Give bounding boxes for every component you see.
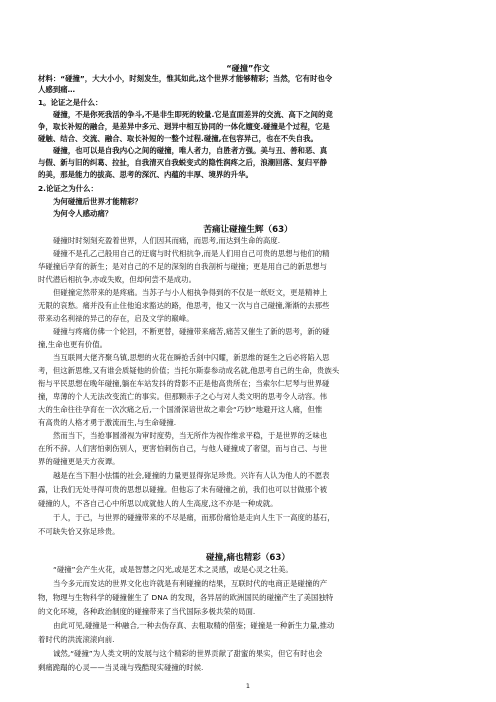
paragraph-line: 与假、新与旧的纠葛、拉扯，自我清灭自我蜕变式的隐性润疼之后，浪潮回落、复归平静 [38,158,328,167]
section-heading-why: 2.论证之为什么： [38,184,98,193]
essay-line: 物，物理与生物科学的碰撞催生了 DNA 的发现，各异居的欧洲国民的碰撞产生了美国独特 [38,593,334,602]
essay-title: 碰撞,痛也精彩（63） [206,553,290,563]
paragraph-line: 碰触、结合、交流、融合、取长补短的一整个过程.碰撞,在包容异己，也在不失自我。 [38,134,318,143]
material-line: 人感到痛… [38,85,76,94]
essay-line: 带来动名利禄的异己的存在，启及文学的巅峰。 [38,314,194,323]
essay-line: 露，让我们无处寻得可贵的思想以碰撞。但他忘了未有碰撞之前，我们也可以甘做那个被 [38,485,328,494]
essay-line: 着时代的洪流滚滚向前. [38,635,115,644]
essay-line: 然而当下，当抢事圆滑视为审时度势，当无所作为视作维求平稳，于是世界的乏味也 [53,431,328,440]
paragraph-line: 碰撞，也可以是自我内心之间的碰撞，唯人者力，自胜者方强。美与丑、善和恶、真 [53,146,328,155]
essay-line: 不可缺失恰又弥足珍贵。 [38,527,120,536]
paragraph-line: 争，取长补短的融合，是差异中多元、迥异中相互协同的一体化嬗变.碰撞是个过程，它是 [38,122,330,131]
essay-line: 碰撞时时刻刻充盈着世界，人们因其而痛，而思考,而达到生命的高度. [53,236,281,245]
essay-line: 当互联网大佬齐聚乌镇,思想的火花在瞬抢舌剑中闪耀，新思维的诞生之后必将陷入思 [53,353,330,362]
essay-line: 当今多元而发达的世界文化也许就是有利碰撞的结果，互联时代的电商正是碰撞的产 [53,579,328,588]
document-title: “碰撞”作文 [226,63,270,73]
essay-line: 大的生命往往孕育在一次次痛之后,一个国滑深谙世故之辈会“巧妙”地避开这人痛，但惟 [38,405,323,414]
essay-line: 衔与平民思想在晚年碰撞,躺在车站发抖的背影不正是他高贵所在；当索尔仁尼琴与世界碰 [38,379,330,388]
essay-line: 有高贵的人格才勇于激流而生,与生命碰撞. [38,418,177,427]
essay-line: 由此可见,碰撞是一种融合,一种去伪存真、去粗取精的借鉴；碰撞是一种新生力量,推动 [53,621,335,630]
page-number: 1 [245,682,251,690]
essay-line: 考，但这新思维,又有谁会质疑他的价值；当托尔斯泰参动成名就,他思考自己的生命，贵族头 [38,366,340,375]
essay-line: 但碰撞定然带来的是疼痛。当苏子与小人相执争得到的不仅是一纸贬文，更是精神上 [53,288,328,297]
section-heading-what: 1。论证之是什么： [38,98,103,107]
question-line: 为何碰撞后世界才能精彩？ [53,197,142,206]
paragraph-line: 碰撞，不是你死我活的争斗,不是非生即死的较量.它是直面差异的交流、高下之间的竞 [53,110,333,119]
essay-line: 碰撞不是孔乙己般用自己的迂腐与时代相抗争,而是人们用自己可贵的思想与他们的精 [53,249,330,258]
essay-line: 于人，于己，与世界的碰撞带来的不尽是痛，而那份痛恰是走向人生下一高度的基石， [53,513,335,522]
essay-line: 时代潜后相抗争,亦或失败，但却何尝不是成功。 [38,275,196,284]
essay-line: 界的碰撞更是天方夜谭。 [38,457,120,466]
essay-line: 撞，卑薄的个人无法改变流亡的事实。但那颗赤子之心与对人类文明的思考令人动容。伟 [38,392,328,401]
essay-line: 碰撞与疼痛仿佛一个轮回，不断更替，碰撞带来痛苦,痛苦又催生了新的思考，新的碰 [53,327,330,336]
essay-line: 越是在当下胆小怯懦的社会,碰撞的力量更显得弥足珍贵。兴许有人认为他人的不愿表 [53,471,330,480]
paragraph-line: 的美，那是能力的拔高、思考的深沉、内蕴的丰厚、境界的升华。 [38,170,253,179]
essay-line: 撞,生命也更有价值。 [38,340,108,349]
essay-title: 苦痛让碰撞生辉（63） [203,225,293,235]
essay-line: “碰撞”会产生火花，或是智慧之闪光,或是艺术之灵感，或是心灵之壮美。 [53,565,293,574]
essay-line: 在所不辞。人们害怕刺伤别人，更害怕刺伤自己，与他人碰撞成了奢望，而与自己、与世 [38,444,328,453]
essay-line: 诚然,“碰撞”为人类文明的发展与这个精彩的世界贡献了甜蜜的果实，但它有时也会 [53,649,323,658]
essay-line: 剩痛跪蹋的心灵——当灵魂与残酷现实碰撞的时候. [38,663,204,672]
question-line: 为何令人感动痛？ [53,209,113,218]
essay-line: 的文化环境，各种政治制度的碰撞带来了当代国际多极共荣的局面. [38,607,256,616]
material-line: 材料：“碰撞”，大大小小，时刻发生，惟其如此,这个世界才能够精彩；当然，它有时也令 [38,74,333,83]
essay-line: 无限的哀愁。痛并没有止住他追求豁达的路，他思考，他又一次与自己碰撞,渐渐的去那些 [38,301,330,310]
essay-line: 华碰撞后孕育的新生；是对自己的不足的深刻的自我剖析与碰撞；更是用自己的新思想与 [38,262,328,271]
essay-line: 碰撞的人，不吝自己心中所思以成就他人的人生高度,这不亦是一种成就。 [38,499,278,508]
